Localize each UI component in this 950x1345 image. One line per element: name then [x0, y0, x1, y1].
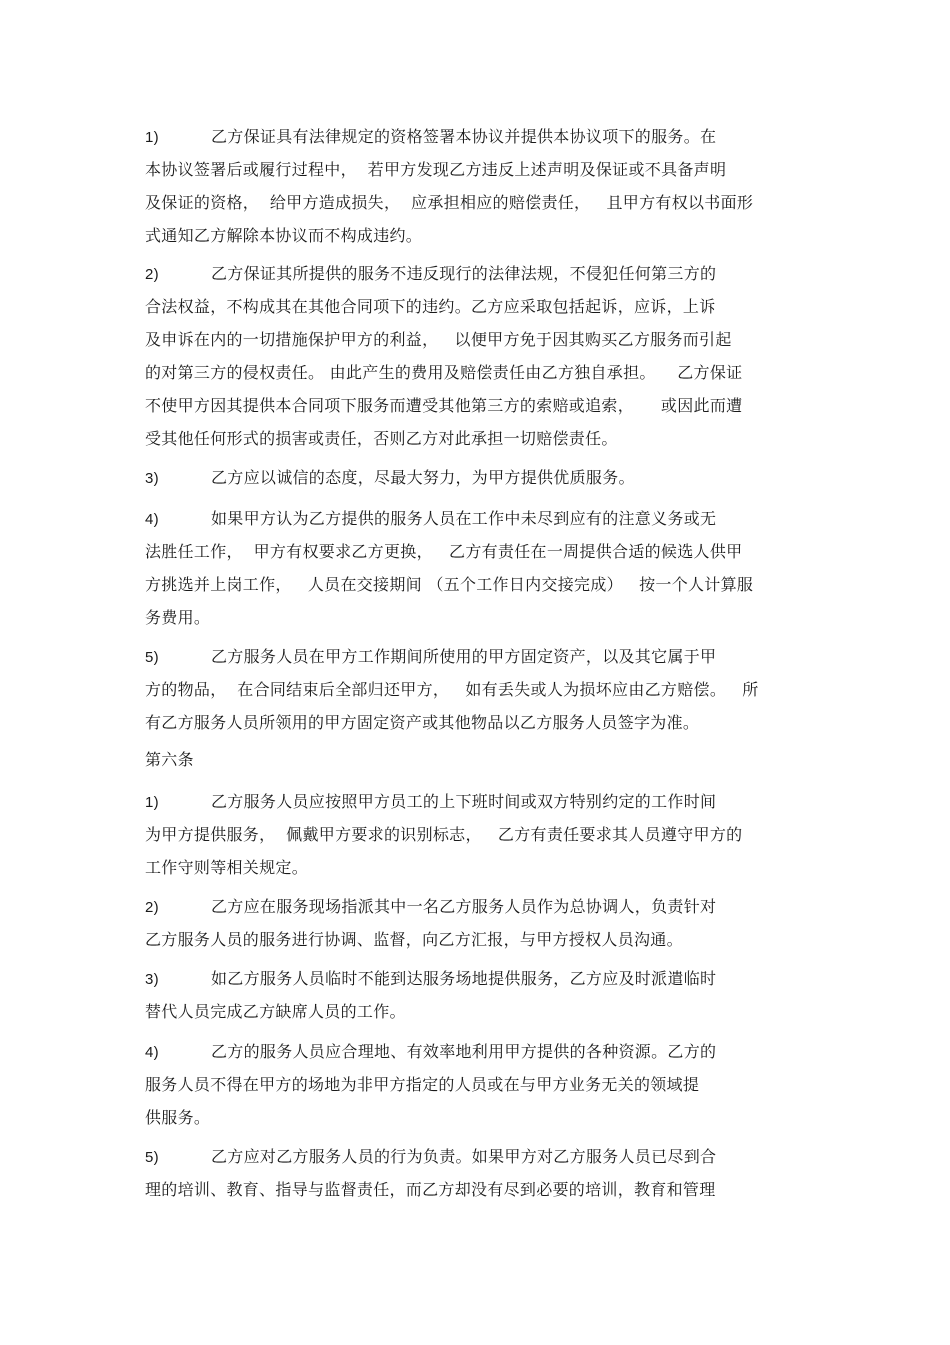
paragraph-text: 如乙方服务人员临时不能到达服务场地提供服务，乙方应及时派遣临时: [211, 969, 717, 988]
paragraph-line: 不使甲方因其提供本合同项下服务而遭受其他第三方的索赔或追索， 或因此而遭: [145, 396, 743, 415]
paragraph-line: 本协议签署后或履行过程中， 若甲方发现乙方违反上述声明及保证或不具备声明: [145, 160, 727, 179]
paragraph-line: 供服务。: [145, 1108, 211, 1127]
clause-paragraph: [145, 257, 815, 455]
paragraph-line: [145, 640, 815, 673]
paragraph-line: 服务人员不得在甲方的场地为非甲方指定的人员或在与甲方业务无关的领域提: [145, 1075, 700, 1094]
clause-paragraph: [145, 1140, 815, 1206]
clause-paragraph: [145, 502, 815, 634]
clause-paragraph: [145, 890, 815, 956]
paragraph-line: 受其他任何形式的损害或责任，否则乙方对此承担一切赔偿责任。: [145, 429, 618, 448]
article-title: 第六条: [145, 750, 194, 769]
clause-number: 1): [145, 794, 159, 811]
paragraph-text: 乙方应在服务现场指派其中一名乙方服务人员作为总协调人，负责针对: [211, 897, 717, 916]
paragraph-line: 理的培训、教育、指导与监督责任，而乙方却没有尽到必要的培训，教育和管理: [145, 1180, 716, 1199]
paragraph-line: 合法权益，不构成其在其他合同项下的违约。乙方应采取包括起诉，应诉，上诉: [145, 297, 716, 316]
paragraph-line: 替代人员完成乙方缺席人员的工作。: [145, 1002, 406, 1021]
paragraph-line: 方挑选并上岗工作， 人员在交接期间 （五个工作日内交接完成） 按一个人计算服: [145, 575, 754, 594]
paragraph-text: 乙方应以诚信的态度，尽最大努力，为甲方提供优质服务。: [211, 468, 635, 487]
paragraph-line: 工作守则等相关规定。: [145, 858, 309, 877]
paragraph-text: 如果甲方认为乙方提供的服务人员在工作中未尽到应有的注意义务或无: [211, 509, 717, 528]
clause-paragraph: [145, 785, 815, 884]
paragraph-line: 及保证的资格， 给甲方造成损失， 应承担相应的赔偿责任， 且甲方有权以书面形: [145, 193, 754, 212]
clause-number: 5): [145, 1149, 159, 1166]
paragraph-line: [145, 120, 815, 153]
paragraph-line: 式通知乙方解除本协议而不构成违约。: [145, 226, 423, 245]
paragraph-text: 乙方保证其所提供的服务不违反现行的法律法规，不侵犯任何第三方的: [211, 264, 717, 283]
paragraph-line: 及申诉在内的一切措施保护甲方的利益， 以便甲方免于因其购买乙方服务而引起: [145, 330, 732, 349]
article-heading: [145, 743, 815, 776]
paragraph-text: 乙方保证具有法律规定的资格签署本协议并提供本协议项下的服务。在: [211, 127, 717, 146]
paragraph-line: 乙方服务人员的服务进行协调、监督，向乙方汇报，与甲方授权人员沟通。: [145, 930, 683, 949]
paragraph-line: [145, 962, 815, 995]
paragraph-text: 乙方服务人员应按照甲方员工的上下班时间或双方特别约定的工作时间: [211, 792, 717, 811]
clause-number: 4): [145, 511, 159, 528]
paragraph-line: [145, 785, 815, 818]
paragraph-line: [145, 461, 815, 494]
paragraph-line: 有乙方服务人员所领用的甲方固定资产或其他物品以乙方服务人员签字为准。: [145, 713, 700, 732]
clause-number: 2): [145, 899, 159, 916]
paragraph-line: 的对第三方的侵权责任。 由此产生的费用及赔偿责任由乙方独自承担。 乙方保证: [145, 363, 743, 382]
paragraph-line: 法胜任工作， 甲方有权要求乙方更换， 乙方有责任在一周提供合适的候选人供甲: [145, 542, 743, 561]
paragraph-text: 乙方的服务人员应合理地、有效率地利用甲方提供的各种资源。乙方的: [211, 1042, 717, 1061]
clause-number: 4): [145, 1044, 159, 1061]
paragraph-line: [145, 257, 815, 290]
paragraph-line: [145, 1035, 815, 1068]
clause-number: 3): [145, 971, 159, 988]
clause-paragraph: [145, 962, 815, 1028]
clause-number: 1): [145, 129, 159, 146]
paragraph-line: 为甲方提供服务， 佩戴甲方要求的识别标志， 乙方有责任要求其人员遵守甲方的: [145, 825, 743, 844]
paragraph-text: 乙方应对乙方服务人员的行为负责。如果甲方对乙方服务人员已尽到合: [211, 1147, 717, 1166]
clause-number: 5): [145, 649, 159, 666]
paragraph-text: 乙方服务人员在甲方工作期间所使用的甲方固定资产，以及其它属于甲: [211, 647, 717, 666]
paragraph-line: 方的物品， 在合同结束后全部归还甲方， 如有丢失或人为损坏应由乙方赔偿。 所: [145, 680, 759, 699]
clause-number: 2): [145, 266, 159, 283]
paragraph-line: [145, 890, 815, 923]
clause-paragraph: [145, 1035, 815, 1134]
clause-paragraph: [145, 461, 815, 494]
clause-paragraph: [145, 120, 815, 252]
paragraph-line: [145, 502, 815, 535]
paragraph-line: [145, 1140, 815, 1173]
clause-paragraph: [145, 640, 815, 739]
paragraph-line: 务费用。: [145, 608, 211, 627]
clause-number: 3): [145, 470, 159, 487]
